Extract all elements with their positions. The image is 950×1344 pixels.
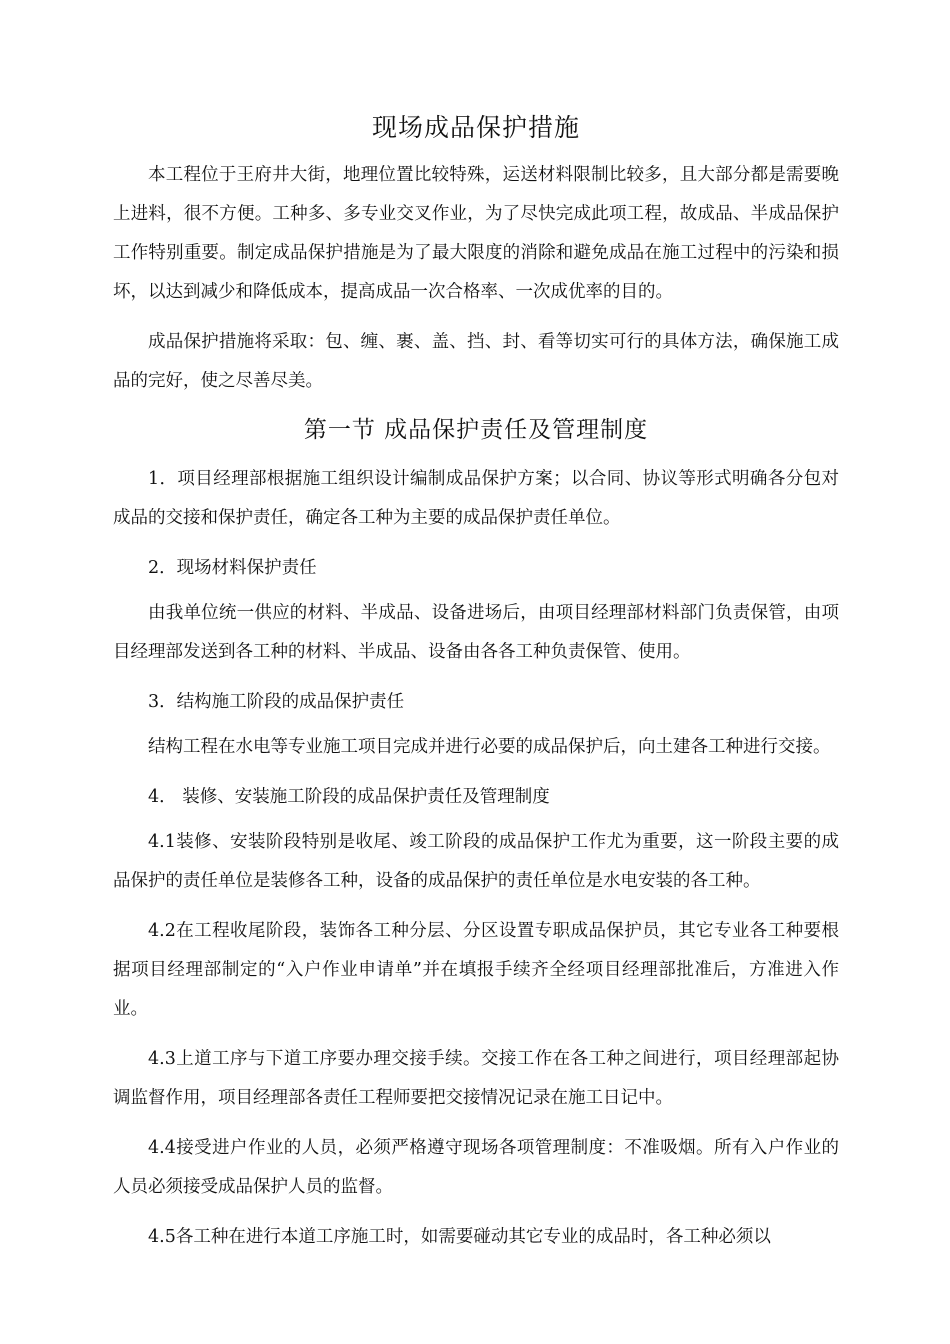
section-paragraph-1: 1．项目经理部根据施工组织设计编制成品保护方案；以合同、协议等形式明确各分包对成品的交接和保护责任，确定各工种为主要的成品保护责任单位。 [113, 469, 839, 528]
section-heading-4: 4． 装修、安装施工阶段的成品保护责任及管理制度 [148, 787, 550, 807]
section-paragraph-2: 由我单位统一供应的材料、半成品、设备进场后，由项目经理部材料部门负责保管，由项目经理部发送到各工种的材料、半成品、设备由各各工种负责保管、使用。 [113, 603, 839, 662]
section-heading-3: 3．结构施工阶段的成品保护责任 [148, 692, 405, 712]
intro-paragraph-2: 成品保护措施将采取：包、缠、裹、盖、挡、封、看等切实可行的具体方法，确保施工成品的完好，使之尽善尽美。 [113, 332, 839, 391]
section-paragraph-4-4: 4.4接受进户作业的人员，必须严格遵守现场各项管理制度：不准吸烟。所有入户作业的 人员必须接受成品保护人员的监督。 [113, 1138, 839, 1197]
section-title: 第一节 成品保护责任及管理制度 [303, 417, 649, 443]
section-paragraph-4-5: 4.5各工种在进行本道工序施工时，如需要碰动其它专业的成品时，各工种必须以 [148, 1227, 771, 1247]
intro-paragraph-1: 本工程位于王府井大街，地理位置比较特殊，运送材料限制比较多，且大部分都是需要晚上进料，很不方便。工种多、多专业交叉作业，为了尽快完成此项工程，故成品、半成品保护工作特别重要。制定成品保护措施是为了最大限度的消除和避免成品在施工过程中的污染和损坏，以达到减少和降低成本，提高成品一次合格率、一次成优率的目的。 [113, 165, 839, 302]
document-page [113, 110, 839, 1268]
section-heading-2: 2．现场材料保护责任 [148, 558, 317, 578]
section-paragraph-4-3: 4.3上道工序与下道工序要办理交接手续。交接工作在各工种之间进行，项目经理部起协调监督作用，项目经理部各责任工程师要把交接情况记录在施工日记中。 [113, 1049, 839, 1108]
section-paragraph-3: 结构工程在水电等专业施工项目完成并进行必要的成品保护后，向土建各工种进行交接。 [148, 737, 831, 757]
section-paragraph-4-2: 4.2在工程收尾阶段，装饰各工种分层、分区设置专职成品保护员，其它专业各工种要根据项目经理部制定的“入户作业申请单”并在填报手续齐全经项目经理部批准后，方准进入作业。 [113, 921, 839, 1019]
document-title: 现场成品保护措施 [371, 113, 580, 142]
section-paragraph-4-1: 4.1装修、安装阶段特别是收尾、竣工阶段的成品保护工作尤为重要，这一阶段主要的成品保护的责任单位是装修各工种，设备的成品保护的责任单位是水电安装的各工种。 [113, 832, 839, 891]
